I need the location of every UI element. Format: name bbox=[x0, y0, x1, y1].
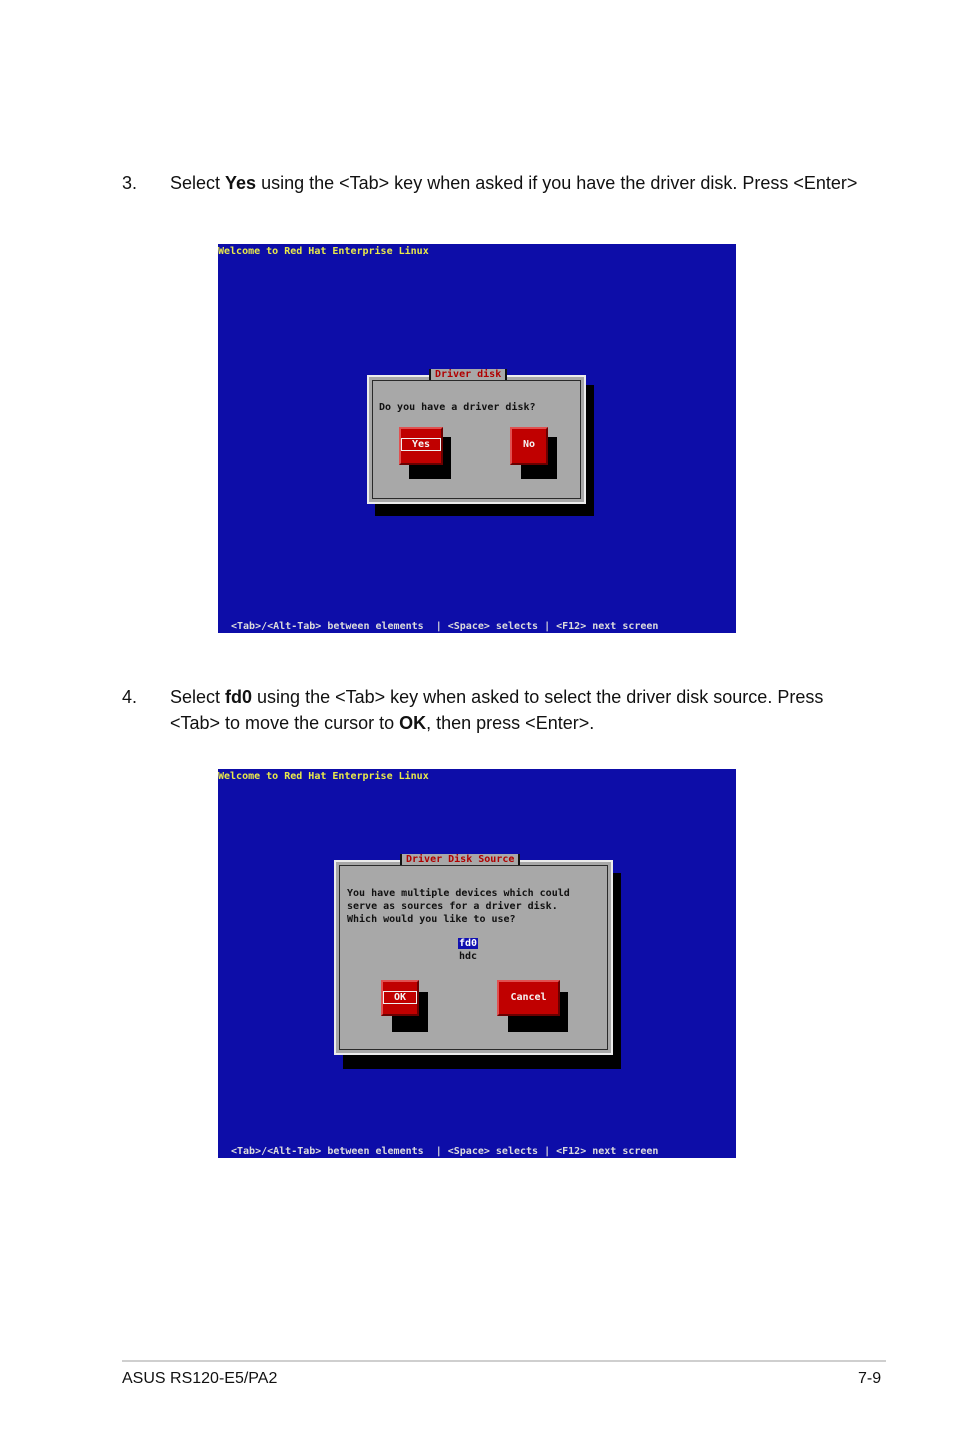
driver-disk-source-dialog bbox=[334, 854, 613, 1055]
cancel-button[interactable]: Cancel bbox=[497, 980, 560, 1016]
installer-screenshot-driver-source bbox=[218, 769, 736, 1158]
step-text: Select fd0 using the <Tab> key when asked to select the driver disk source. Press <Tab> to move the cursor to OK, then press <Enter>. bbox=[170, 687, 824, 733]
top-bar-title: Welcome to Red Hat Enterprise Linux bbox=[218, 771, 429, 782]
driver-disk-dialog bbox=[367, 369, 586, 504]
option-hdc[interactable]: hdc bbox=[459, 951, 478, 962]
step-text: Select Yes using the <Tab> key when asked if you have the driver disk. Press <Enter> bbox=[170, 173, 858, 193]
bottom-help-bar: <Tab>/<Alt-Tab> between elements | <Space> selects | <F12> next screen bbox=[231, 1146, 659, 1157]
installer-screenshot-driver-disk bbox=[218, 244, 736, 633]
footer-product-name: ASUS RS120-E5/PA2 bbox=[122, 1370, 278, 1387]
dialog-message: You have multiple devices which could serve as sources for a driver disk. Which would you like to use? bbox=[347, 888, 570, 925]
ok-button[interactable]: OK bbox=[381, 980, 419, 1016]
footer-page-number: 7-9 bbox=[858, 1370, 882, 1387]
dialog-title: Driver disk bbox=[429, 369, 507, 380]
no-button[interactable]: No bbox=[510, 427, 548, 465]
dialog-title: Driver Disk Source bbox=[400, 854, 520, 865]
yes-button[interactable]: Yes bbox=[399, 427, 443, 465]
step-number: 4. bbox=[122, 687, 138, 707]
top-bar-title: Welcome to Red Hat Enterprise Linux bbox=[218, 246, 429, 257]
dialog-question: Do you have a driver disk? bbox=[379, 402, 536, 413]
step-number: 3. bbox=[122, 173, 138, 193]
option-fd0[interactable]: fd0 bbox=[459, 938, 478, 949]
footer-divider bbox=[122, 1360, 886, 1362]
bottom-help-bar: <Tab>/<Alt-Tab> between elements | <Space> selects | <F12> next screen bbox=[231, 621, 659, 632]
